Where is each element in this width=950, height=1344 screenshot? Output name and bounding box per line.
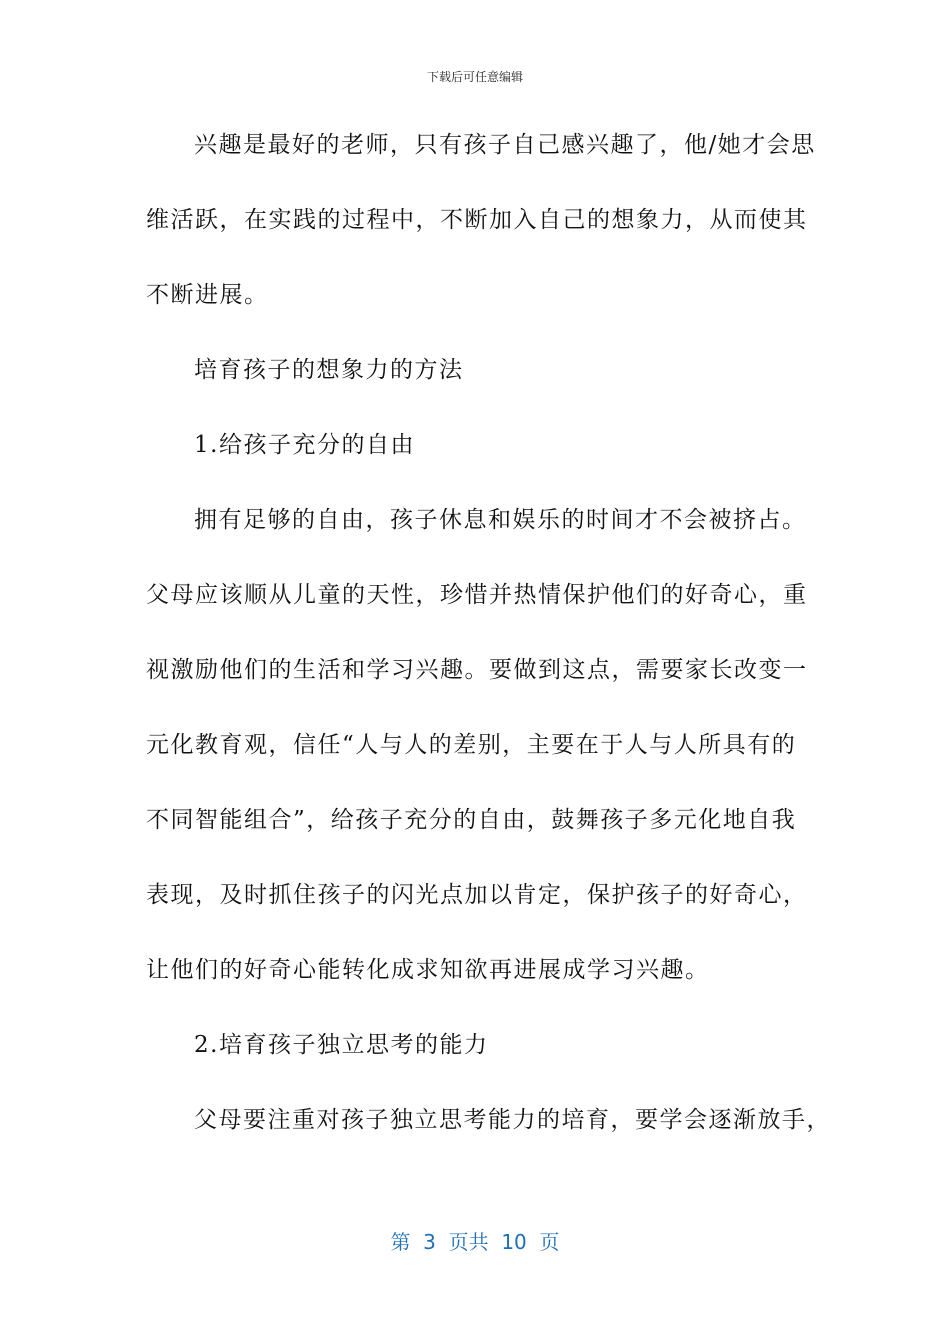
header-note: 下载后可任意编辑 (426, 70, 523, 84)
paragraph-line: 兴趣是最好的老师，只有孩子自己感兴趣了，他/她才会思 (194, 132, 816, 158)
paragraph-line: 让他们的好奇心能转化成求知欲再进展成学习兴趣。 (146, 957, 710, 983)
paragraph-line: 不断进展。 (146, 282, 269, 308)
paragraph-line: 表现，及时抓住孩子的闪光点加以肯定，保护孩子的好奇心， (146, 882, 808, 908)
paragraph-line: 父母应该顺从儿童的天性，珍惜并热情保护他们的好奇心，重 (146, 582, 808, 608)
paragraph-line: 不同智能组合”，给孩子充分的自由，鼓舞孩子多元化地自我 (146, 807, 797, 833)
paragraph-line: 父母要注重对孩子独立思考能力的培育，要学会逐渐放手， (194, 1107, 831, 1133)
section-heading: 培育孩子的想象力的方法 (194, 357, 464, 383)
paragraph-line: 维活跃，在实践的过程中，不断加入自己的想象力，从而使其 (146, 207, 808, 233)
subsection-heading: 1.给孩子充分的自由 (194, 432, 415, 458)
paragraph-line: 视激励他们的生活和学习兴趣。要做到这点，需要家长改变一 (146, 657, 808, 683)
paragraph-line: 拥有足够的自由，孩子休息和娱乐的时间才不会被挤占。 (194, 507, 807, 533)
page-number-footer: 第 3 页共 10 页 (390, 1230, 560, 1254)
subsection-heading: 2.培育孩子独立思考的能力 (194, 1032, 489, 1058)
paragraph-line: 元化教育观，信任“人与人的差别，主要在于人与人所具有的 (146, 732, 797, 758)
